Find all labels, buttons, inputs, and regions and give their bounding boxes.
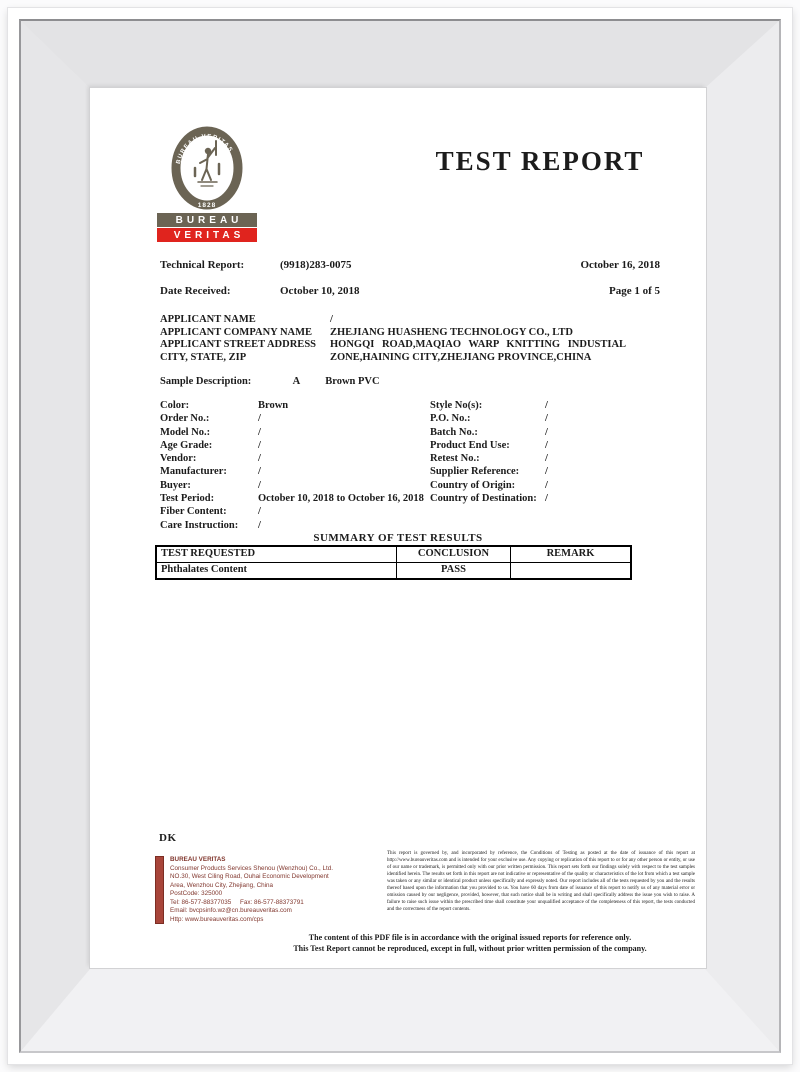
issue-date: October 16, 2018 bbox=[580, 259, 660, 271]
field-value: / bbox=[258, 519, 261, 531]
address-line: Email: bvcpsinfo.wz@cn.bureauveritas.com bbox=[170, 907, 292, 914]
field-row bbox=[160, 399, 440, 412]
cell-test-requested: Phthalates Content bbox=[157, 563, 397, 578]
field-value: / bbox=[258, 466, 261, 478]
field-label: Age Grade: bbox=[160, 439, 213, 451]
field-value: October 10, 2018 to October 16, 2018 bbox=[258, 493, 424, 505]
field-label: Supplier Reference: bbox=[430, 466, 520, 478]
field-label: Country of Destination: bbox=[430, 493, 537, 505]
field-row bbox=[160, 412, 440, 425]
field-label: Buyer: bbox=[160, 479, 191, 491]
sample-item-letter: A bbox=[292, 376, 301, 387]
sample-description-label: Sample Description: bbox=[160, 376, 252, 387]
field-value: / bbox=[258, 479, 261, 491]
page-title: TEST REPORT bbox=[435, 146, 645, 176]
page-number: Page 1 of 5 bbox=[608, 285, 660, 297]
field-row bbox=[430, 492, 690, 505]
date-received-value: October 10, 2018 bbox=[280, 285, 360, 297]
field-label: Batch No.: bbox=[430, 426, 478, 438]
applicant-row bbox=[160, 352, 660, 365]
details-right-column bbox=[430, 399, 690, 505]
field-value: / bbox=[545, 426, 548, 438]
field-value: / bbox=[258, 426, 261, 438]
applicant-block bbox=[160, 314, 660, 364]
field-label: Manufacturer: bbox=[160, 466, 227, 478]
field-row bbox=[430, 452, 690, 465]
address-line: Area, Wenzhou City, Zhejiang, China bbox=[170, 881, 274, 889]
applicant-value: / bbox=[330, 314, 333, 325]
bureau-veritas-logo bbox=[157, 126, 257, 243]
field-label: Style No(s): bbox=[430, 400, 483, 411]
bureau-veritas-emblem-icon bbox=[171, 126, 243, 210]
field-label: Fiber Content: bbox=[160, 506, 227, 518]
field-label: Retest No.: bbox=[430, 453, 480, 465]
field-label: Model No.: bbox=[160, 426, 211, 438]
date-received-row bbox=[160, 285, 660, 297]
technical-report-value: (9918)283-0075 bbox=[280, 259, 352, 271]
logo-veritas-bar: VERITAS bbox=[157, 228, 257, 242]
field-label: Care Instruction: bbox=[160, 519, 239, 531]
field-label: Order No.: bbox=[160, 413, 210, 425]
address-line: BUREAU VERITAS bbox=[170, 856, 226, 863]
field-label: P.O. No.: bbox=[430, 413, 471, 425]
field-row bbox=[430, 412, 690, 425]
cell-conclusion: PASS bbox=[397, 563, 511, 578]
field-label: Color: bbox=[160, 400, 190, 411]
field-value: / bbox=[545, 413, 548, 425]
field-label: Test Period: bbox=[160, 493, 215, 505]
field-label: Country of Origin: bbox=[430, 479, 516, 491]
applicant-row bbox=[160, 314, 660, 327]
technical-report-row bbox=[160, 259, 660, 271]
field-row bbox=[430, 439, 690, 452]
field-row bbox=[430, 479, 690, 492]
details-left-column bbox=[160, 399, 440, 532]
field-value: / bbox=[545, 479, 548, 491]
field-row bbox=[160, 519, 440, 532]
summary-title: SUMMARY OF TEST RESULTS bbox=[313, 532, 483, 544]
field-value: / bbox=[545, 453, 548, 465]
field-value: / bbox=[545, 493, 548, 505]
address-line: Consumer Products Services Shenou (Wenzhou) Co., Ltd. bbox=[170, 864, 333, 872]
field-row bbox=[160, 439, 440, 452]
field-value: / bbox=[545, 439, 548, 451]
reference-notice-line2: This Test Report cannot be reproduced, except in full, without prior written permission of the company. bbox=[293, 943, 647, 953]
applicant-value: HONGQI ROAD,MAQIAO WARP KNITTING INDUSTIAL bbox=[330, 339, 627, 351]
reviewer-initials: DK bbox=[159, 832, 177, 844]
field-row bbox=[160, 465, 440, 478]
date-received-label: Date Received: bbox=[160, 285, 231, 297]
applicant-row bbox=[160, 327, 660, 340]
applicant-label: APPLICANT COMPANY NAME bbox=[160, 326, 313, 338]
field-row bbox=[160, 452, 440, 465]
column-header-remark: REMARK bbox=[546, 548, 595, 559]
address-line: NO.30, West Ciling Road, Ouhai Economic Development bbox=[170, 873, 329, 880]
field-value: Brown bbox=[258, 400, 289, 411]
svg-text:BUREAU VERITAS: BUREAU VERITAS bbox=[175, 133, 234, 165]
summary-table-row bbox=[157, 563, 630, 578]
field-value: / bbox=[258, 506, 261, 518]
field-value: / bbox=[258, 413, 261, 425]
sample-description-row bbox=[160, 376, 380, 387]
summary-table bbox=[155, 545, 632, 580]
field-row bbox=[160, 479, 440, 492]
reference-notice-line1: The content of this PDF file is in accordance with the original issued reports for reference only. bbox=[308, 933, 632, 942]
field-row bbox=[430, 465, 690, 478]
field-label: Product End Use: bbox=[430, 439, 510, 451]
summary-table-header bbox=[157, 547, 630, 563]
svg-text:1828: 1828 bbox=[197, 202, 217, 209]
field-row bbox=[160, 505, 440, 518]
cell-remark bbox=[511, 563, 630, 578]
footer-red-bar bbox=[155, 856, 164, 924]
address-line: PostCode: 325000 bbox=[170, 890, 223, 897]
applicant-label: APPLICANT NAME bbox=[160, 314, 256, 325]
address-line: Http: www.bureauveritas.com/cps bbox=[170, 915, 264, 923]
sample-description-value: Brown PVC bbox=[325, 376, 380, 387]
field-row bbox=[160, 492, 440, 505]
field-value: / bbox=[258, 453, 261, 465]
technical-report-label: Technical Report: bbox=[160, 259, 245, 271]
field-value: / bbox=[258, 439, 261, 451]
address-line: Tel: 86-577-88377035 Fax: 86-577-88373791 bbox=[170, 898, 304, 906]
field-row bbox=[430, 426, 690, 439]
applicant-label: CITY, STATE, ZIP bbox=[160, 351, 247, 363]
reference-notice bbox=[245, 933, 695, 954]
field-row bbox=[160, 426, 440, 439]
field-label: Vendor: bbox=[160, 453, 197, 465]
applicant-label: APPLICANT STREET ADDRESS bbox=[160, 339, 316, 351]
column-header-conclusion: CONCLUSION bbox=[397, 547, 511, 562]
applicant-row bbox=[160, 339, 660, 352]
lab-address-block bbox=[170, 856, 385, 924]
field-value: / bbox=[545, 400, 548, 411]
column-header-test-requested: TEST REQUESTED bbox=[157, 547, 397, 562]
field-value: / bbox=[545, 466, 548, 478]
field-row bbox=[430, 399, 690, 412]
logo-bureau-bar: BUREAU bbox=[157, 213, 257, 227]
applicant-value: ZHEJIANG HUASHENG TECHNOLOGY CO., LTD bbox=[330, 326, 573, 338]
applicant-value: ZONE,HAINING CITY,ZHEJIANG PROVINCE,CHINA bbox=[330, 351, 592, 363]
report-page bbox=[90, 88, 706, 968]
terms-disclaimer: This report is governed by, and incorporated by reference, the Conditions of Testing as posted at the date of issuance of this report at http://www.bureauveritas.com and is intended for your exclusive use. Any copying or replication of this report to or for any other person or entity, or use of our name or trademark, is permitted only with our prior written permission. This report sets forth our findings solely with respect to the test samples identified herein. The results set forth in this report are not indicative or representative of the quality or characteristics of the lot from which a test sample was taken or any similar or identical product unless specifically and expressly noted. Our report includes all of the tests requested by you and the results thereof based upon the information that you provided to us. You have 60 days from date of issuance of this report to notify us of any material error or omission caused by our negligence, provided, however, that such notice shall be in writing and shall specifically address the issue you wish to raise. A failure to raise such issue within the prescribed time shall constitute your unqualified acceptance of the completeness of this report, the tests conducted and the correctness of the report contents. bbox=[387, 851, 695, 912]
